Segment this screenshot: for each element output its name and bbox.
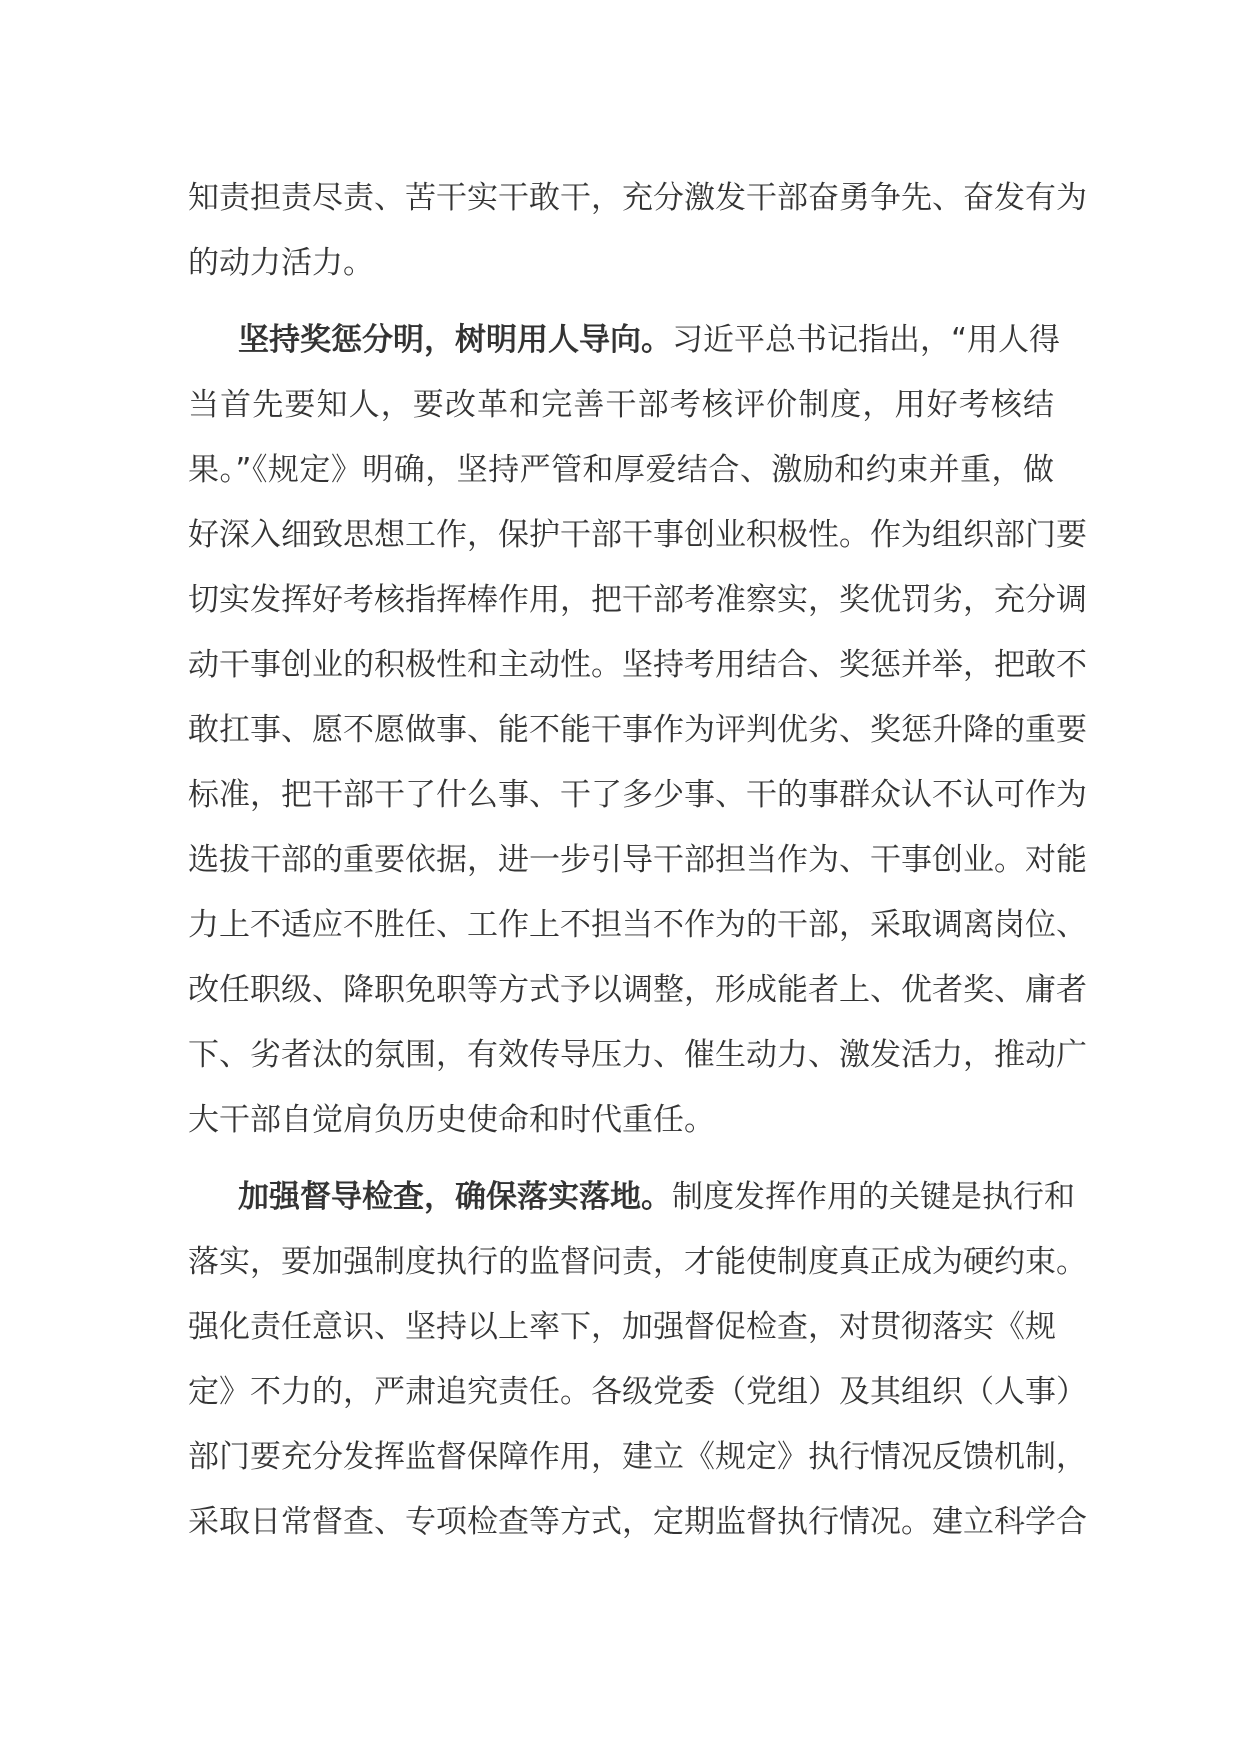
text-line: 好深入细致思想工作，保护干部干事创业积极性。作为组织部门要 [188, 517, 1087, 553]
text-run: 习近平总书记指出，“用人得 [672, 322, 1061, 358]
text-line: 的动力活力。 [188, 245, 374, 281]
paragraph-heading: 加强督导检查，确保落实落地。 [238, 1179, 672, 1215]
text-line: 力上不适应不胜任、工作上不担当不作为的干部，采取调离岗位、 [188, 907, 1087, 943]
text-line: 果。”《规定》明确，坚持严管和厚爱结合、激励和约束并重，做 [188, 452, 1054, 488]
text-line: 知责担责尽责、苦干实干敢干，充分激发干部奋勇争先、奋发有为 [188, 180, 1087, 216]
paragraph-2 [188, 308, 1087, 1153]
text-line: 改任职级、降职免职等方式予以调整，形成能者上、优者奖、庸者 [188, 972, 1087, 1008]
text-line: 下、劣者汰的氛围，有效传导压力、催生动力、激发活力，推动广 [188, 1037, 1087, 1073]
text-line: 当首先要知人，要改革和完善干部考核评价制度，用好考核结 [188, 387, 1054, 423]
text-line: 大干部自觉肩负历史使命和时代重任。 [188, 1102, 715, 1138]
text-line: 标准，把干部干了什么事、干了多少事、干的事群众认不认可作为 [188, 777, 1087, 813]
text-run: 制度发挥作用的关键是执行和 [672, 1179, 1075, 1215]
paragraph-3 [188, 1165, 1087, 1555]
text-line: 部门要充分发挥监督保障作用，建立《规定》执行情况反馈机制， [188, 1439, 1087, 1475]
text-line: 敢扛事、愿不愿做事、能不能干事作为评判优劣、奖惩升降的重要 [188, 712, 1087, 748]
text-line: 强化责任意识、坚持以上率下，加强督促检查，对贯彻落实《规 [188, 1309, 1056, 1345]
text-line-first [188, 308, 1061, 373]
document-page [188, 166, 1087, 1555]
paragraph-heading: 坚持奖惩分明，树明用人导向。 [238, 322, 672, 358]
paragraph-1 [188, 166, 1087, 296]
text-line-first [188, 1165, 1075, 1230]
text-line: 动干事创业的积极性和主动性。坚持考用结合、奖惩并举，把敢不 [188, 647, 1087, 683]
text-line: 切实发挥好考核指挥棒作用，把干部考准察实，奖优罚劣，充分调 [188, 582, 1087, 618]
text-line: 选拔干部的重要依据，进一步引导干部担当作为、干事创业。对能 [188, 842, 1087, 878]
text-line: 采取日常督查、专项检查等方式，定期监督执行情况。建立科学合 [188, 1504, 1087, 1540]
text-line: 落实，要加强制度执行的监督问责，才能使制度真正成为硬约束。 [188, 1244, 1087, 1280]
text-line: 定》不力的，严肃追究责任。各级党委（党组）及其组织（人事） [188, 1374, 1087, 1410]
